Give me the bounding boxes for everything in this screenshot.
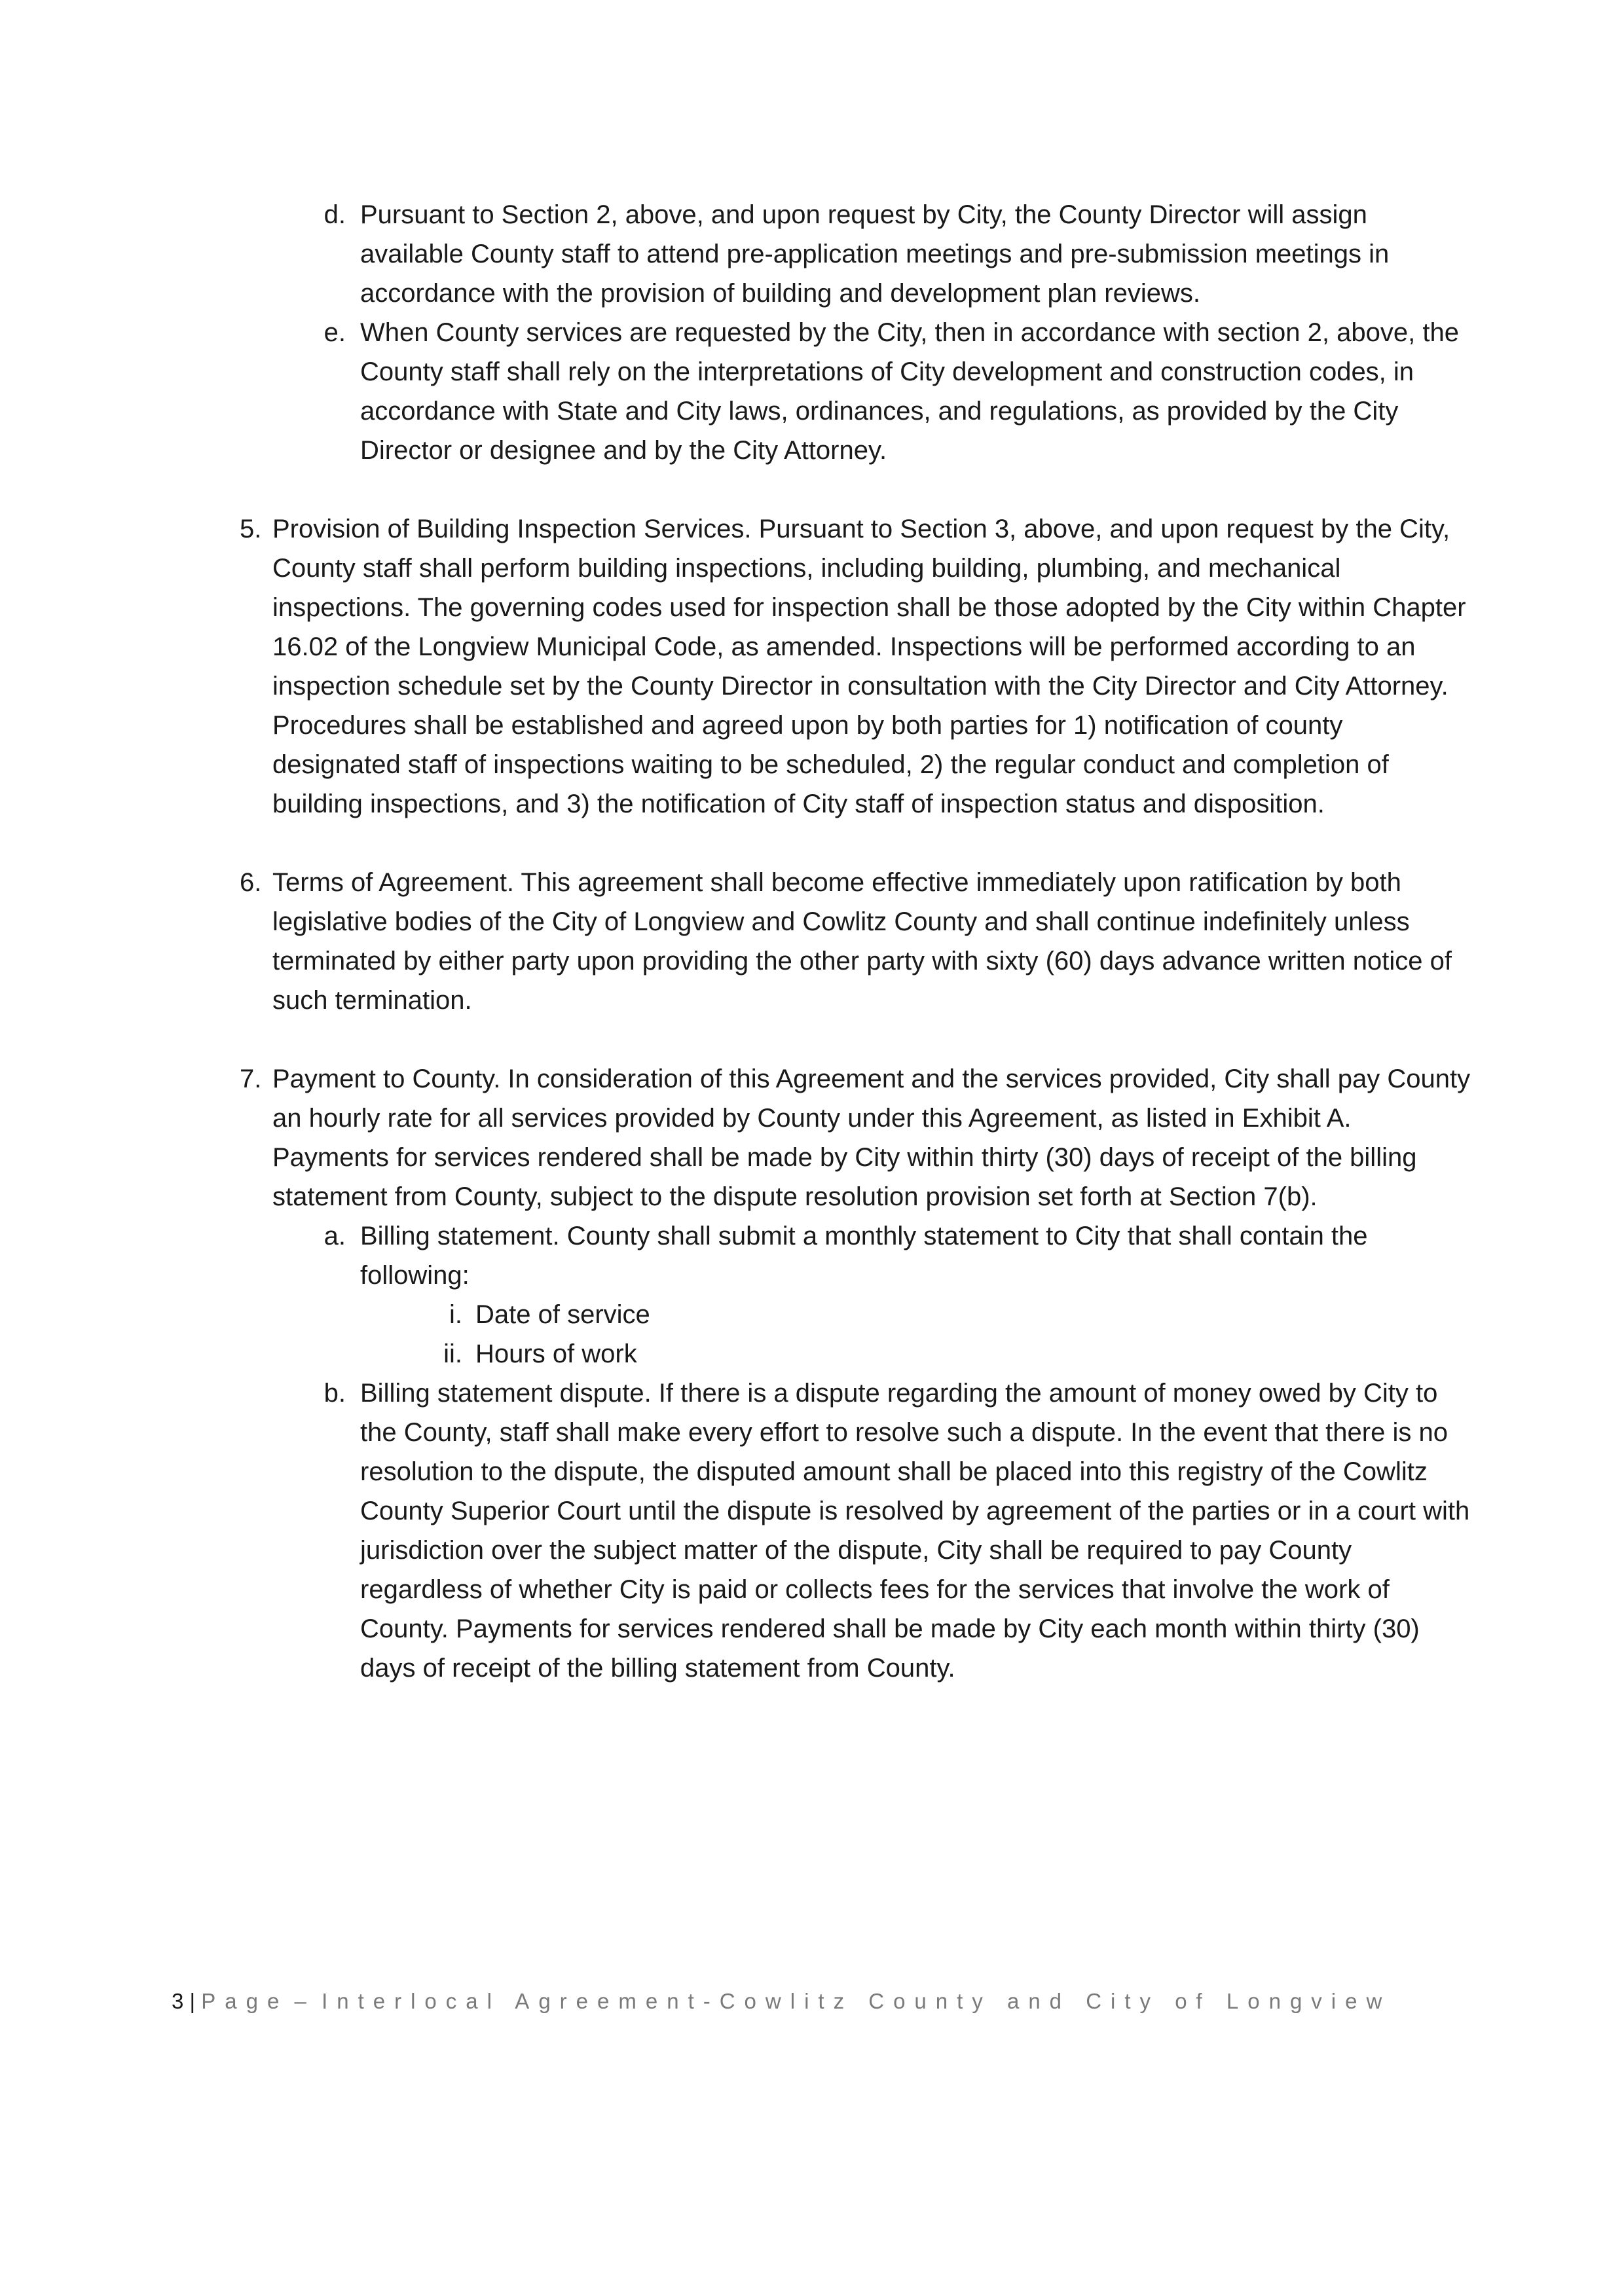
section-5 — [240, 509, 1475, 824]
document-body — [240, 195, 1475, 1688]
section-6 — [240, 863, 1475, 1020]
list-item-i — [413, 1295, 1475, 1334]
footer-dash: – — [294, 1989, 316, 2013]
list-marker: d. — [323, 200, 346, 229]
list-marker: b. — [323, 1379, 346, 1408]
section-text: Payment to County. In consideration of this Agreement and the services provided, City shall pay County an hourly rate for all services provided by County under this Agreement, as listed in Exhibit A. Payments for services rendered shall be made by City within thirty (30) days of receipt of the billing statement from County, subject to the dispute resolution provision set forth at Section 7(b). — [272, 1065, 1471, 1211]
list-item-b — [323, 1374, 1475, 1688]
list-marker: i. — [449, 1300, 462, 1329]
list-item-text: Billing statement dispute. If there is a dispute regarding the amount of money owed by City to the County, staff shall make every effort to resolve such a dispute. In the event that there is no resolution to the dispute, the disputed amount shall be placed into this registry of the Cowlitz County Superior Court until the dispute is resolved by agreement of the parties or in a court with jurisdiction over the subject matter of the dispute, City shall be required to pay County regardless of whether City is paid or collects fees for the services that involve the work of County. Payments for services rendered shall be made by City each month within thirty (30) days of receipt of the billing statement from County. — [360, 1379, 1470, 1683]
section-text: Provision of Building Inspection Services. Pursuant to Section 3, above, and upon request by the City, County staff shall perform building inspections, including building, plumbing, and mechanical inspections. The governing codes used for inspection shall be those adopted by the City within Chapter 16.02 of the Longview Municipal Code, as amended. Inspections will be performed according to an inspection schedule set by the County Director in consultation with the City Director and City Attorney. Procedures shall be established and agreed upon by both parties for 1) notification of county designated staff of inspections waiting to be scheduled, 2) the regular conduct and completion of building inspections, and 3) the notification of City staff of inspection status and disposition. — [272, 515, 1466, 818]
list-item-text: Hours of work — [475, 1339, 637, 1368]
footer-separator: | — [189, 1989, 196, 2013]
list-item-text: Pursuant to Section 2, above, and upon request by City, the County Director will assign available County staff to attend pre-application meetings and pre-submission meetings in accordance with the provision of building and development plan reviews. — [360, 200, 1390, 308]
document-title: Interlocal Agreement-Cowlitz County and City of Longview — [322, 1989, 1392, 2013]
list-marker: a. — [323, 1222, 346, 1250]
page-number: 3 — [172, 1989, 184, 2013]
section-number: 6. — [240, 868, 262, 897]
list-marker: ii. — [443, 1339, 462, 1368]
section-number: 5. — [240, 515, 262, 543]
list-item-text: When County services are requested by the City, then in accordance with section 2, above, the County staff shall rely on the interpretations of City development and construction codes, in accordance with State and City laws, ordinances, and regulations, as provided by the City Director or designee and by the City Attorney. — [360, 318, 1459, 465]
section-number: 7. — [240, 1065, 262, 1093]
section-text: Terms of Agreement. This agreement shall become effective immediately upon ratification by both legislative bodies of the City of Longview and Cowlitz County and shall continue indefinitely unless terminated by either party upon providing the other party with sixty (60) days advance written notice of such termination. — [272, 868, 1452, 1015]
list-item-text: Date of service — [475, 1300, 650, 1329]
list-item-text: Billing statement. County shall submit a monthly statement to City that shall contain the following: — [360, 1222, 1368, 1290]
page-footer — [172, 1989, 1481, 2014]
list-item-e — [323, 313, 1475, 470]
page-label: Page — [201, 1989, 289, 2013]
section-7 — [240, 1059, 1475, 1216]
list-marker: e. — [323, 318, 346, 347]
list-item-ii — [413, 1334, 1475, 1374]
list-item-a — [323, 1216, 1475, 1295]
list-item-d — [323, 195, 1475, 313]
